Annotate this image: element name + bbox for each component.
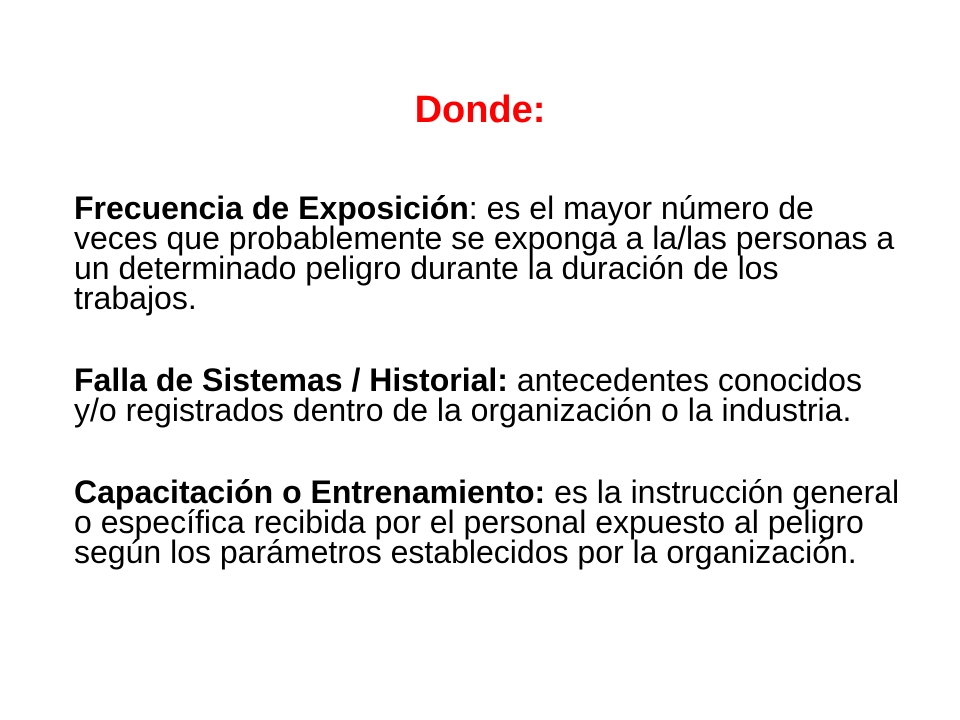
definition-term: Falla de Sistemas / Historial:	[74, 362, 508, 398]
definition-falla-sistemas-historial	[74, 362, 904, 428]
definition-text: es el mayor número de veces que probablemente se exponga a la/las personas a un determinado peligro durante la duración de los trabajos.	[74, 190, 895, 316]
definitions-list	[74, 190, 904, 570]
definition-separator: :	[468, 190, 478, 226]
definition-capacitacion-entrenamiento	[74, 474, 904, 570]
definition-term: Frecuencia de Exposición	[74, 190, 469, 226]
slide-title: Donde:	[414, 89, 546, 131]
definition-term: Capacitación o Entrenamiento:	[74, 474, 546, 510]
definition-text: antecedentes conocidos y/o registrados dentro de la organización o la industria.	[74, 362, 862, 428]
definition-frecuencia-exposicion	[74, 190, 904, 316]
definition-text: es la instrucción general o específica recibida por el personal expuesto al peligro según los parámetros establecidos por la organización.	[74, 474, 900, 570]
